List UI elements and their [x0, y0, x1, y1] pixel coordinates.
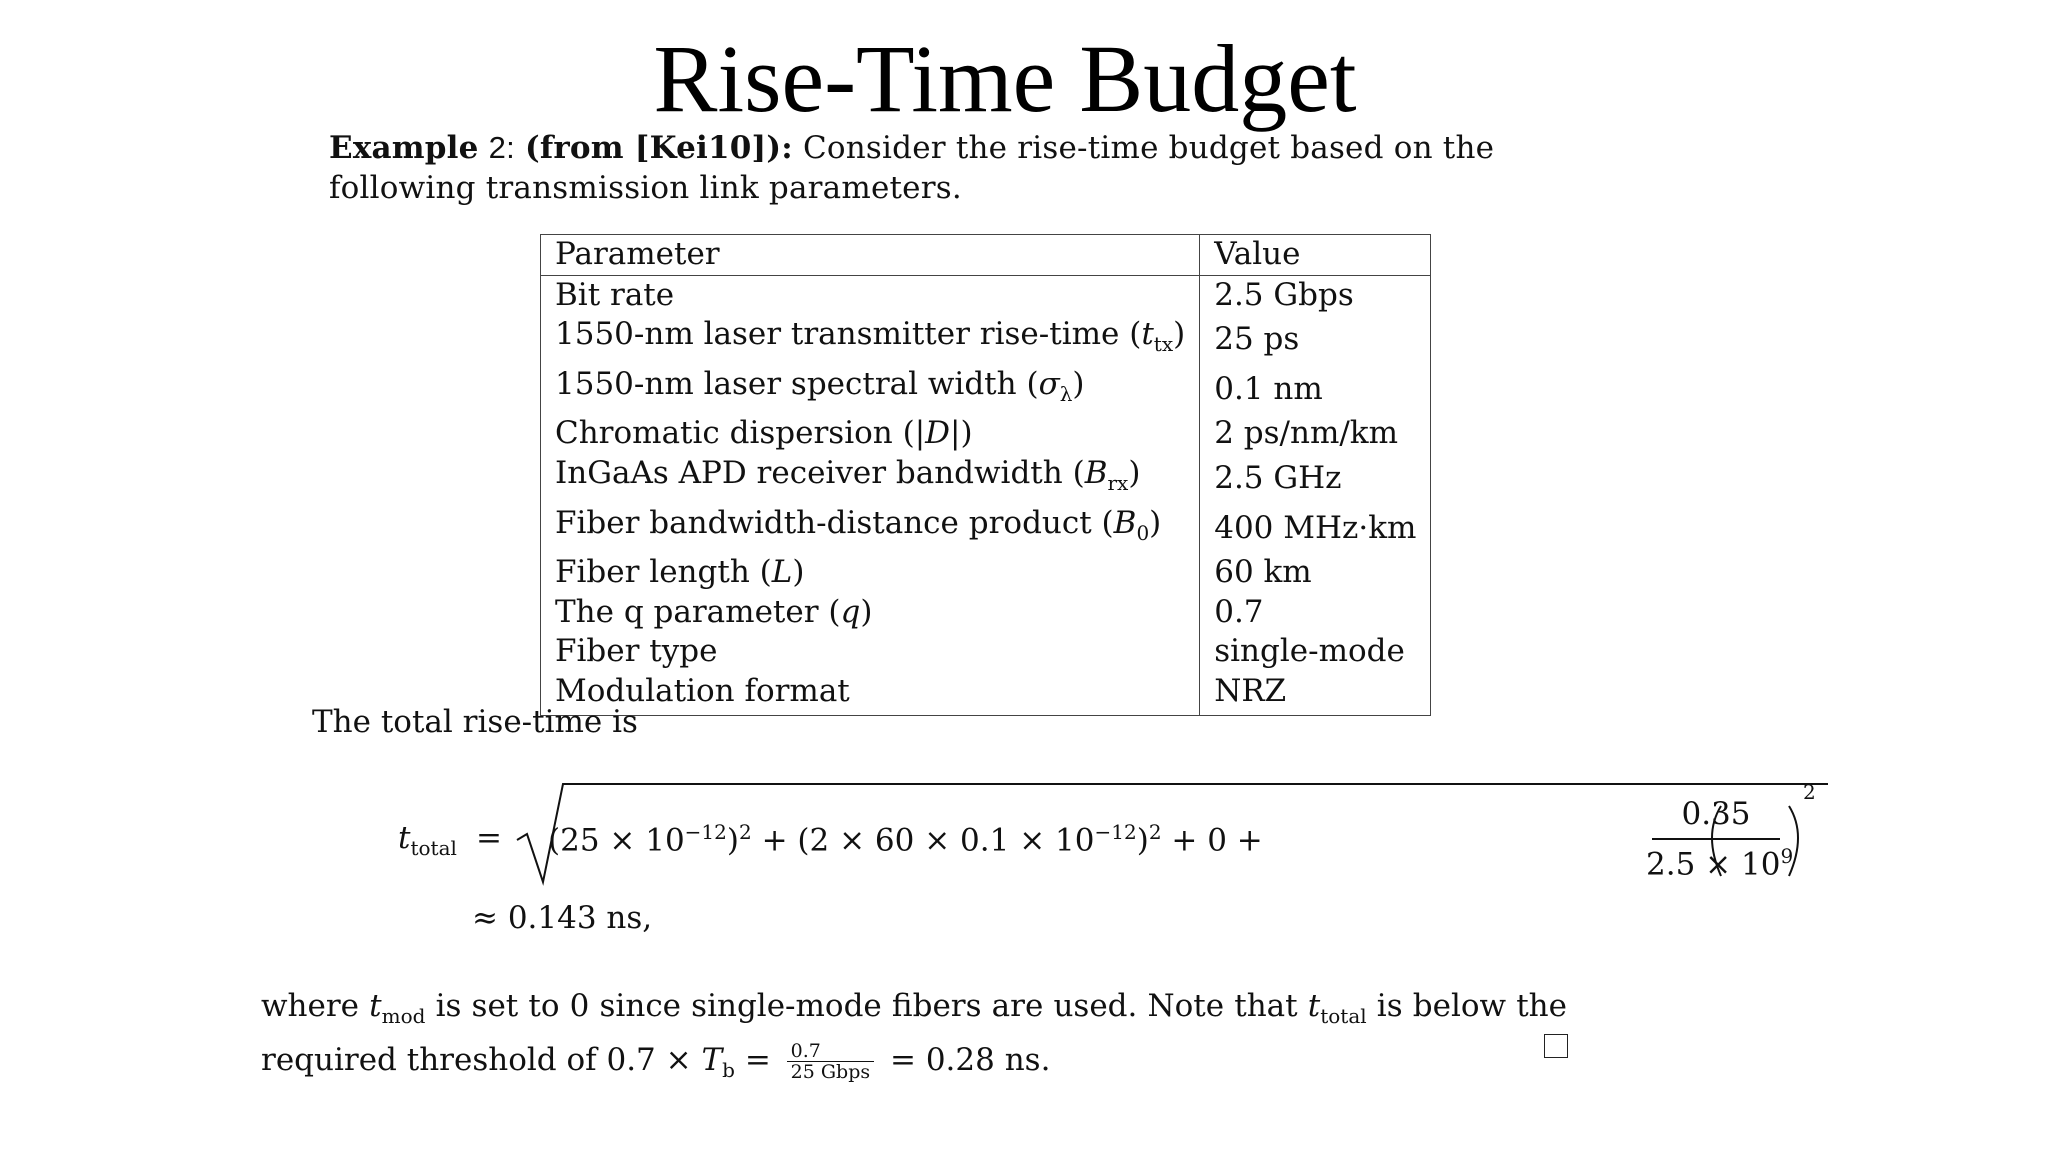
table-header-row	[541, 235, 1431, 276]
table-row	[541, 504, 1431, 554]
parameter-table	[540, 234, 1431, 716]
equation-radicand: $(25 \times 10^{-12})^2 + (2 \times 60 \times 0.1 \times 10^{-12})^2 + 0$ +	[548, 820, 1263, 859]
value-cell: 0.7	[1214, 593, 1264, 630]
parameter-cell: The q parameter (q)	[541, 593, 1200, 633]
table-row	[541, 593, 1431, 633]
value-cell: NRZ	[1214, 672, 1287, 709]
example-number: 2:	[488, 130, 515, 165]
parameter-cell: 1550-nm laser transmitter rise-time $(t_{tx})$	[541, 315, 1200, 365]
table-row	[541, 275, 1431, 315]
parameter-cell: Modulation format	[541, 672, 1200, 716]
value-cell: 60 km	[1214, 554, 1312, 591]
qed-box-icon	[1544, 1034, 1568, 1058]
table-row	[541, 632, 1431, 672]
parameter-cell: 1550-nm laser spectral width $(\sigma_\lambda)$	[541, 365, 1200, 415]
table-row	[541, 315, 1431, 365]
table-row	[541, 414, 1431, 454]
table-row	[541, 365, 1431, 415]
table-body	[541, 275, 1431, 716]
fraction-numerator: 0.35	[1681, 796, 1751, 832]
example-intro	[329, 128, 1559, 208]
value-cell: 25 ps	[1214, 321, 1300, 358]
value-cell: single-mode	[1214, 633, 1405, 670]
equation-equals: =	[476, 820, 502, 856]
parameter-cell: InGaAs APD receiver bandwidth $(B_{rx})$	[541, 454, 1200, 504]
parameter-cell: Bit rate	[541, 275, 1200, 315]
equation-result: ≈ 0.143 ns,	[472, 900, 653, 936]
parameter-cell: Chromatic dispersion (|D|)	[541, 414, 1200, 454]
example-source: (from [Kei10]):	[524, 130, 793, 166]
parameter-cell: Fiber bandwidth-distance product $(B_0)$	[541, 504, 1200, 554]
closing-paragraph: where $t_{mod}$ is set to 0 since single-mode fibers are used. Note that $t_{total}$ is below the required threshold of $0.7 \times T_b$ = $\frac{0.7}{\text{25 Gbps}}$ = 0.28 ns.	[261, 988, 1567, 1084]
header-value: Value	[1200, 235, 1431, 276]
fraction-denominator: $2.5 \times 10^9$	[1646, 843, 1794, 882]
parameter-cell: Fiber type	[541, 632, 1200, 672]
value-cell: 2.5 Gbps	[1214, 276, 1354, 313]
value-cell: 400 MHz·km	[1214, 509, 1417, 546]
example-label: Example	[329, 130, 479, 166]
slide-title: Rise-Time Budget	[653, 25, 1357, 132]
equation-fraction	[1646, 796, 1794, 882]
table-row	[541, 454, 1431, 504]
total-rise-time-lead: The total rise-time is	[312, 704, 638, 740]
outer-exponent: 2	[1803, 780, 1816, 804]
value-cell: 2.5 GHz	[1214, 459, 1342, 496]
example-text: Consider the rise-time budget based on the following transmission link parameters.	[329, 130, 1495, 206]
header-parameter: Parameter	[541, 235, 1200, 276]
value-cell: 0.1 nm	[1214, 370, 1323, 407]
table-row	[541, 672, 1431, 716]
threshold-fraction: $\frac{0.7}{\text{25 Gbps}}$	[787, 1041, 874, 1082]
table-row	[541, 553, 1431, 593]
value-cell: 2 ps/nm/km	[1214, 415, 1398, 452]
equation-lhs: $t_{total}$	[398, 820, 457, 861]
parameter-cell: Fiber length (L)	[541, 553, 1200, 593]
